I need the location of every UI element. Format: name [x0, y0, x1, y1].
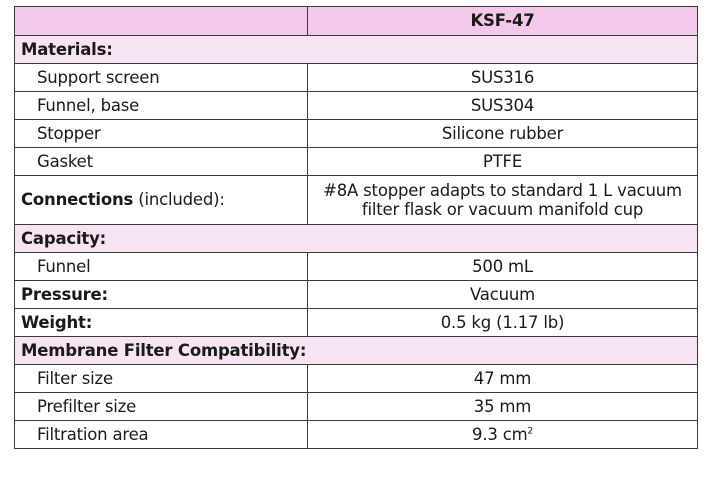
connections-row	[15, 176, 698, 225]
row-value: Silicone rubber	[308, 120, 698, 148]
table-row	[15, 120, 698, 148]
section-title: Capacity:	[15, 225, 698, 253]
section-materials	[15, 36, 698, 64]
table-row	[15, 365, 698, 393]
row-value	[308, 421, 698, 449]
section-membrane	[15, 337, 698, 365]
table-row	[15, 393, 698, 421]
pressure-value: Vacuum	[308, 281, 698, 309]
row-label: Funnel, base	[15, 92, 308, 120]
row-value: 500 mL	[308, 253, 698, 281]
weight-row	[15, 309, 698, 337]
table-row	[15, 148, 698, 176]
table-row	[15, 64, 698, 92]
connections-label	[15, 176, 308, 225]
section-title: Membrane Filter Compatibility:	[15, 337, 698, 365]
connections-value	[308, 176, 698, 225]
table-row	[15, 421, 698, 449]
row-value: 35 mm	[308, 393, 698, 421]
filtration-area-value: 9.3 cm	[472, 424, 528, 444]
row-label: Filtration area	[15, 421, 308, 449]
row-value: 47 mm	[308, 365, 698, 393]
model-name: KSF-47	[308, 7, 698, 36]
unit-superscript: 2	[527, 426, 533, 436]
pressure-label: Pressure:	[15, 281, 308, 309]
row-value: SUS316	[308, 64, 698, 92]
section-capacity	[15, 225, 698, 253]
row-label: Filter size	[15, 365, 308, 393]
weight-label: Weight:	[15, 309, 308, 337]
spec-table	[14, 6, 698, 449]
row-value: PTFE	[308, 148, 698, 176]
pressure-row	[15, 281, 698, 309]
row-label: Gasket	[15, 148, 308, 176]
weight-value: 0.5 kg (1.17 lb)	[308, 309, 698, 337]
table-row	[15, 92, 698, 120]
table-row	[15, 253, 698, 281]
header-blank-cell	[15, 7, 308, 36]
row-value: SUS304	[308, 92, 698, 120]
connections-label-main: Connections	[21, 190, 134, 209]
connections-value-line1: #8A stopper adapts to standard 1 L vacuum	[323, 181, 682, 200]
connections-value-line2: filter flask or vacuum manifold cup	[361, 200, 644, 219]
row-label: Funnel	[15, 253, 308, 281]
connections-label-suffix: (included):	[133, 190, 225, 209]
section-title: Materials:	[15, 36, 698, 64]
row-label: Support screen	[15, 64, 308, 92]
header-row	[15, 7, 698, 36]
row-label: Prefilter size	[15, 393, 308, 421]
row-label: Stopper	[15, 120, 308, 148]
